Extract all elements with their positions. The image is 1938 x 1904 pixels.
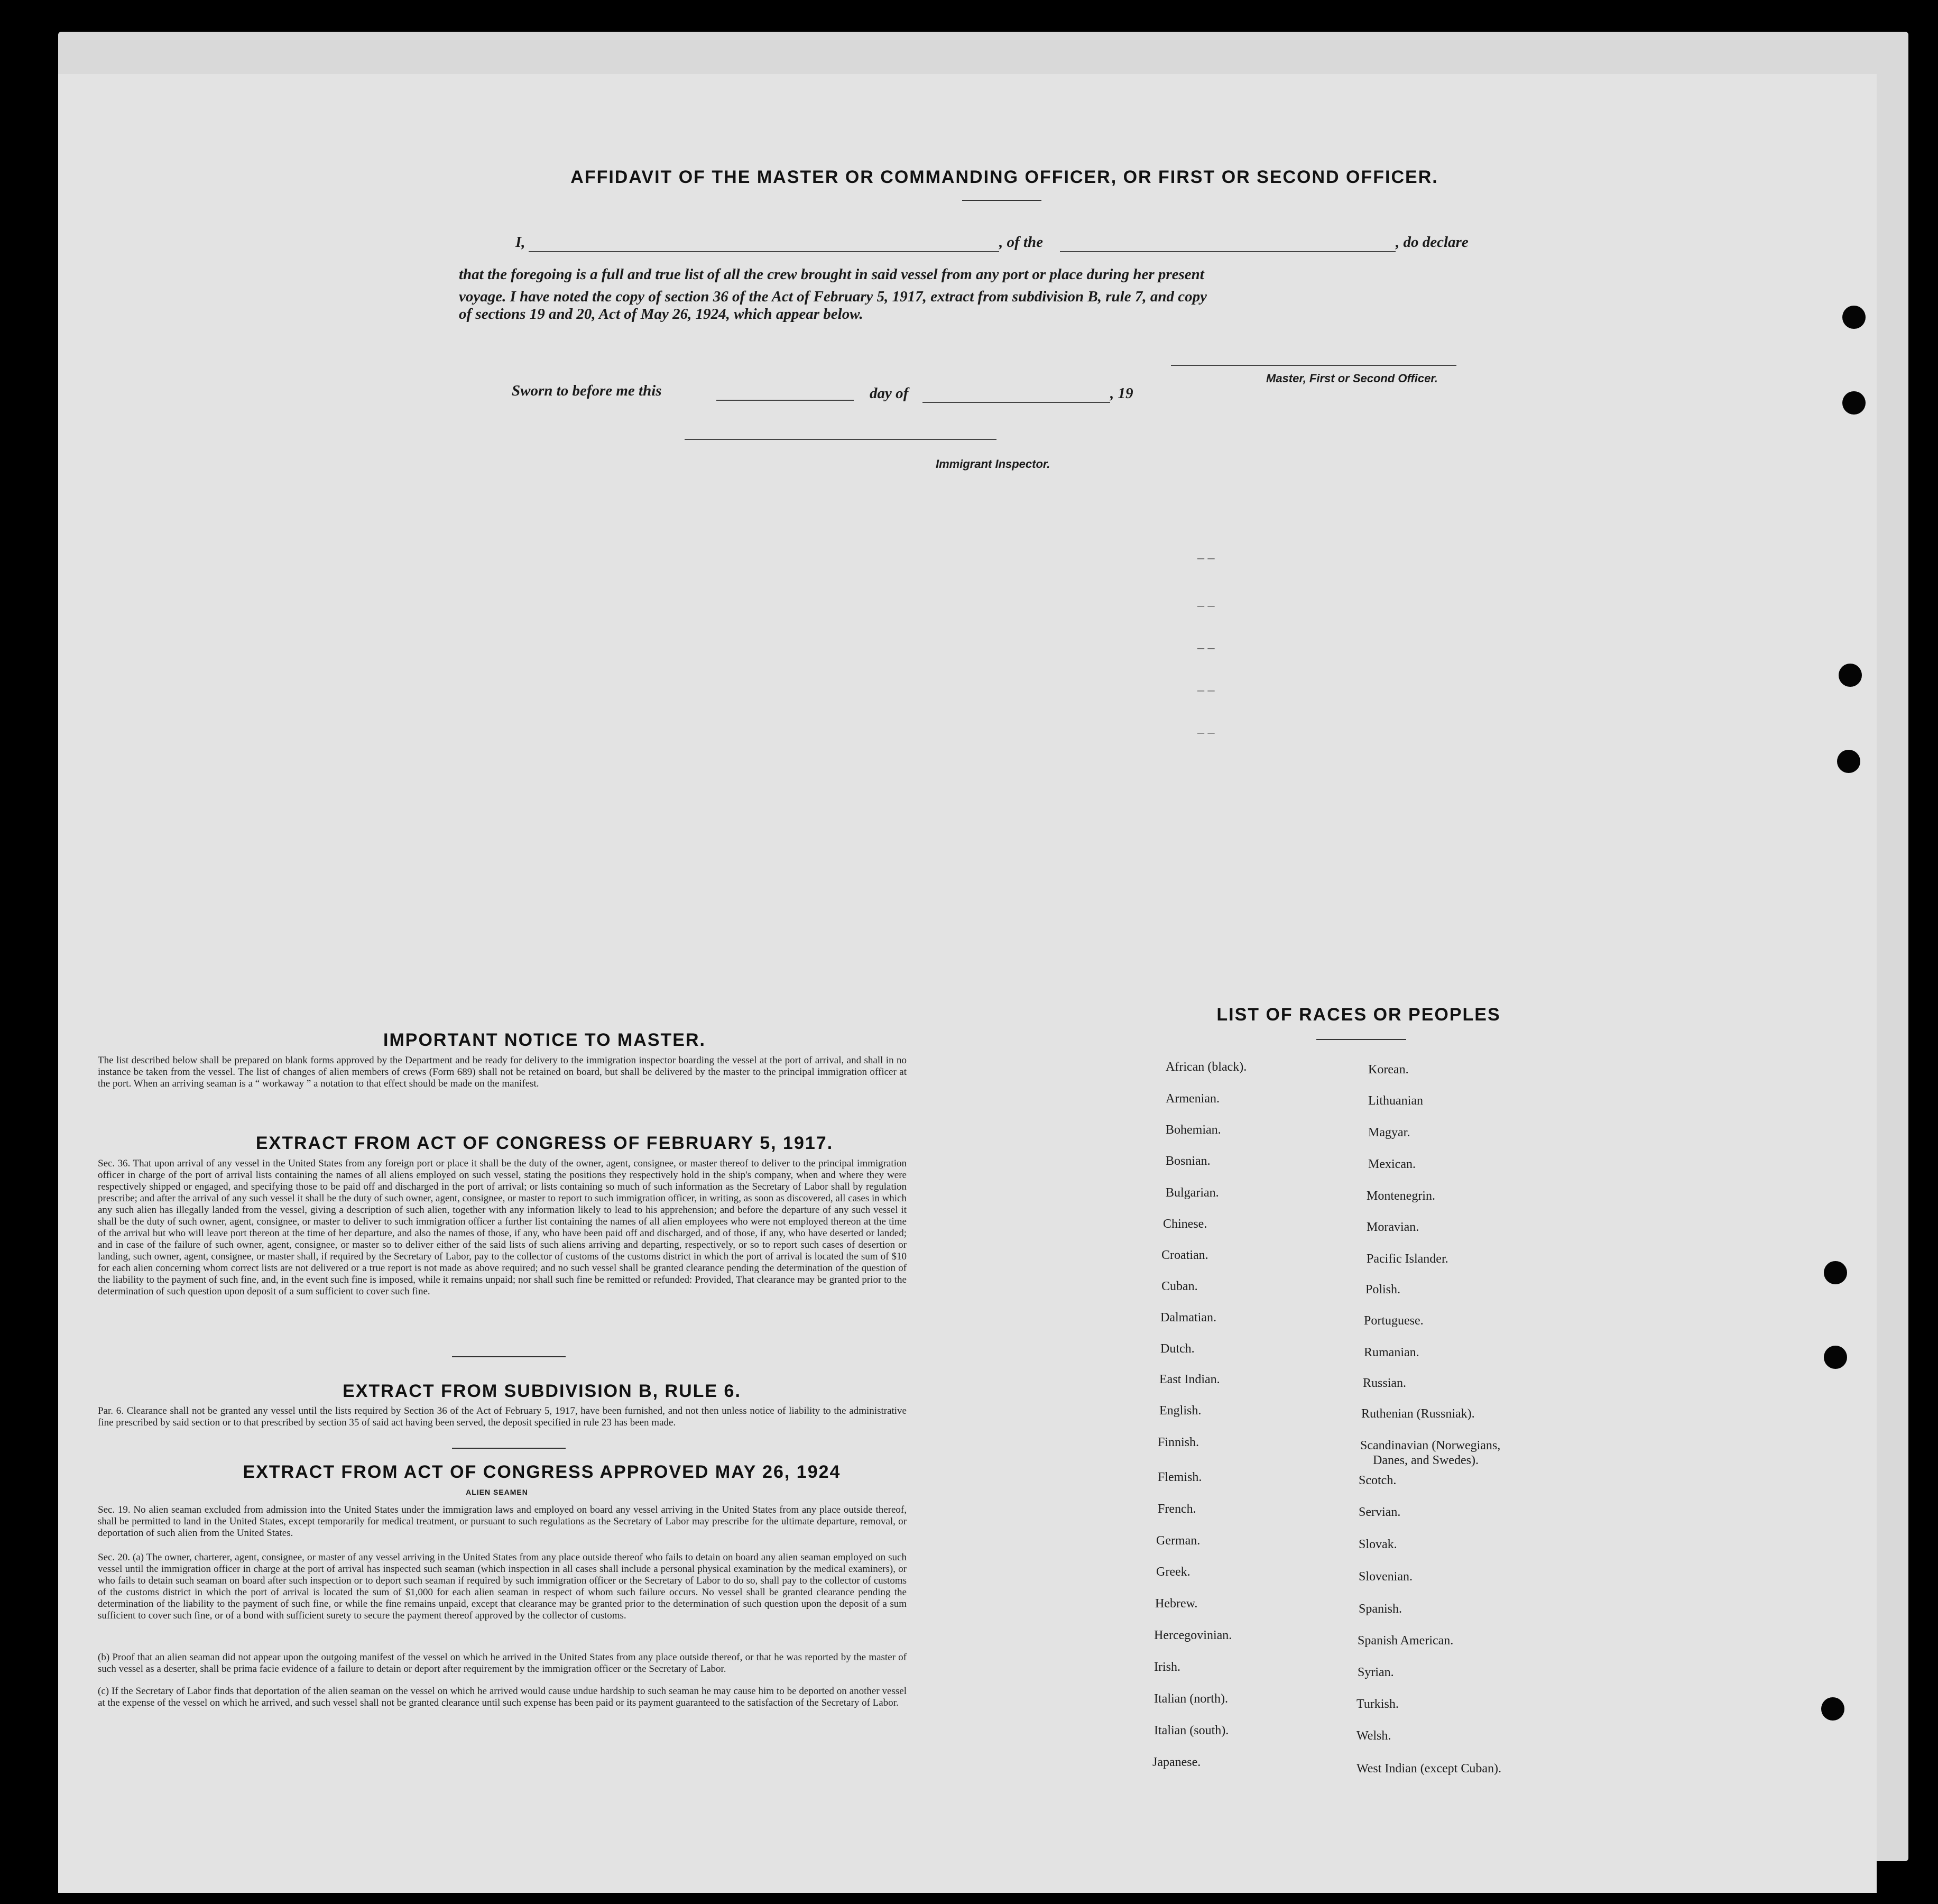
extract-rule6-rule <box>452 1448 566 1449</box>
races-title-rule <box>1316 1039 1406 1040</box>
stray-mark: – – <box>1197 597 1215 613</box>
affidavit-vessel-field[interactable] <box>1060 251 1396 252</box>
race-item: Italian (north). <box>1154 1692 1228 1706</box>
affidavit-body-line-2: voyage. I have noted the copy of section 36 of the Act of February 5, 1917, extract from subdivision B, rule 7, and copy <box>459 288 1207 305</box>
race-item: Welsh. <box>1356 1729 1391 1743</box>
race-item: Irish. <box>1154 1660 1180 1674</box>
race-item: Ruthenian (Russniak). <box>1361 1407 1475 1421</box>
affidavit-body-line-3: of sections 19 and 20, Act of May 26, 1924, which appear below. <box>459 306 863 323</box>
race-item: Japanese. <box>1152 1755 1201 1769</box>
extract-rule6-body: Par. 6. Clearance shall not be granted any vessel until the lists required by Section 36 of the Act of February 5, 1917, have been furnished, and not then unless notice of liability to the administrative fine prescribed by said section or to that prescribed by section 35 of said act having been served, the deposit specified in rule 23 has been made. <box>98 1405 907 1428</box>
race-item: German. <box>1156 1534 1201 1548</box>
affidavit-body-line-1: that the foregoing is a full and true list of all the crew brought in said vessel from any port or place during her present <box>459 266 1204 283</box>
sworn-label: Sworn to before me this <box>512 382 662 399</box>
stray-mark: – – <box>1197 640 1215 655</box>
race-item: Dalmatian. <box>1160 1311 1216 1324</box>
extract-rule6-title: EXTRACT FROM SUBDIVISION B, RULE 6. <box>343 1381 741 1401</box>
extract-1924-sec19: Sec. 19. No alien seaman excluded from admission into the United States under the immigration laws and employed on board any vessel arriving in the United States from any place outside thereof, shall be permitted to land in the United States, except temporarily for medical treatment, or pursuant to such regulations as the Secretary of Labor may prescribe for the ultimate departure, removal, or deportation of such alien from the United States. <box>98 1504 907 1539</box>
race-item: Moravian. <box>1367 1220 1419 1234</box>
affidavit-name-field[interactable] <box>529 251 999 252</box>
race-item: Hebrew. <box>1155 1597 1198 1611</box>
race-item: Bosnian. <box>1166 1154 1211 1168</box>
race-item: Dutch. <box>1160 1342 1195 1356</box>
race-item: Turkish. <box>1356 1697 1399 1711</box>
race-item: Bulgarian. <box>1166 1186 1219 1200</box>
stray-mark: – – <box>1197 724 1215 740</box>
punch-hole <box>1842 306 1866 329</box>
notice-title: IMPORTANT NOTICE TO MASTER. <box>383 1030 706 1050</box>
master-signature-label: Master, First or Second Officer. <box>1266 372 1438 385</box>
race-item: Montenegrin. <box>1367 1189 1435 1203</box>
punch-hole <box>1839 664 1862 687</box>
race-item: Chinese. <box>1163 1217 1207 1231</box>
notice-body: The list described below shall be prepared on blank forms approved by the Department and be ready for delivery to the immigration inspector boarding the vessel at the port of arrival, and shall in no instance be taken from the vessel. The list of changes of alien members of crews (Form 689) shall not be retained on board, but shall be delivered by the master to the principal immigration officer at the port. When an arriving seaman is a “ workaway ” a notation to that effect should be made on the manifest. <box>98 1055 907 1089</box>
day-of-label: day of <box>870 385 909 402</box>
affidavit-do-declare-label: , do declare <box>1396 234 1469 251</box>
race-item: Polish. <box>1365 1283 1401 1296</box>
affidavit-i-label: I, <box>515 234 525 251</box>
extract-1924-title: EXTRACT FROM ACT OF CONGRESS APPROVED MAY 26, 1924 <box>243 1462 841 1482</box>
race-item: French. <box>1158 1502 1196 1516</box>
year-prefix-label: , 19 <box>1110 385 1133 402</box>
race-item: Spanish American. <box>1358 1634 1454 1648</box>
stray-mark: – – <box>1197 682 1215 697</box>
extract-1924-subtitle: ALIEN SEAMEN <box>466 1488 528 1496</box>
punch-hole <box>1824 1346 1847 1369</box>
race-item: West Indian (except Cuban). <box>1356 1762 1501 1776</box>
race-item: Korean. <box>1368 1063 1409 1077</box>
race-item: Syrian. <box>1358 1666 1394 1679</box>
race-item: Slovenian. <box>1359 1570 1413 1584</box>
race-item: Croatian. <box>1161 1248 1208 1262</box>
extract-1924-sec20a: Sec. 20. (a) The owner, charterer, agent, consignee, or master of any vessel arriving in the United States from any place outside thereof who fails to detain on board any alien seaman employed on such vessel until the immigration officer in charge at the port of arrival has inspected such seaman (which inspection in all cases shall include a personal physical examination by the medical examiners), or who fails to detain such seaman on board after such inspection or to deport such seaman if required by such immigration officer or the Secretary of Labor to do so, shall pay to the collector of customs of the customs district in which the port of arrival is located the sum of $1,000 for each alien seaman in respect of whom such failure occurs. No vessel shall be granted clearance pending the determination of the liability to the payment of such fine, or while the fine remains unpaid, except that clearance may be granted prior to the determination of such question upon the deposit of a sum sufficient to cover such fine, or of a bond with sufficient surety to secure the payment thereof approved by the collector of customs. <box>98 1552 907 1621</box>
races-title: LIST OF RACES OR PEOPLES <box>1216 1005 1501 1025</box>
race-item: Russian. <box>1363 1376 1407 1390</box>
race-item: Bohemian. <box>1166 1123 1221 1137</box>
extract-1917-rule <box>452 1356 566 1357</box>
inspector-label: Immigrant Inspector. <box>936 457 1050 471</box>
race-item: Hercegovinian. <box>1154 1629 1232 1642</box>
inspector-signature-field[interactable] <box>685 439 996 440</box>
race-item: East Indian. <box>1159 1373 1220 1386</box>
race-item: English. <box>1159 1404 1202 1418</box>
sworn-month-field[interactable] <box>922 402 1110 403</box>
race-item: Slovak. <box>1359 1538 1397 1551</box>
race-item: Spanish. <box>1359 1602 1402 1616</box>
sworn-day-field[interactable] <box>716 400 854 401</box>
race-item: Lithuanian <box>1368 1094 1423 1108</box>
race-item: Servian. <box>1359 1505 1401 1519</box>
extract-1924-sec20b: (b) Proof that an alien seaman did not appear upon the outgoing manifest of the vessel on which he arrived in the United States from any place outside thereof, or that he was reported by the master of such vessel as a deserter, shall be prima facie evidence of a failure to detain or deport after requirement by the immigration officer or the Secretary of Labor. <box>98 1652 907 1675</box>
punch-hole <box>1824 1261 1847 1284</box>
punch-hole <box>1821 1697 1844 1721</box>
affidavit-of-the-label: , of the <box>999 234 1043 251</box>
race-item: African (black). <box>1166 1060 1247 1074</box>
race-item: Portuguese. <box>1364 1314 1424 1328</box>
race-item: Italian (south). <box>1154 1724 1229 1737</box>
race-item: Armenian. <box>1166 1092 1220 1106</box>
affidavit-title: AFFIDAVIT OF THE MASTER OR COMMANDING OFFICER, OR FIRST OR SECOND OFFICER. <box>570 167 1438 187</box>
affidavit-title-rule <box>962 200 1041 201</box>
race-item: Scotch. <box>1359 1474 1397 1487</box>
race-item: Scandinavian (Norwegians, Danes, and Swedes). <box>1360 1439 1501 1467</box>
punch-hole <box>1837 750 1860 773</box>
extract-1917-body: Sec. 36. That upon arrival of any vessel in the United States from any foreign port or place it shall be the duty of the owner, agent, consignee, or master thereof to deliver to the principal immigration officer in charge of the port of arrival lists containing the names of all aliens employed on such vessel, stating the positions they respectively hold in the ship's company, when and where they were respectively shipped or engaged, and specifying those to be paid off and discharged in the port of arrival; or lists containing so much of such information as the Secretary of Labor shall by regulation prescribe; and after the arrival of any such vessel it shall be the duty of such owner, agent, consignee, or master to report to such immigration officer, in writing, as soon as discovered, all cases in which any such alien has illegally landed from the vessel, giving a description of such alien, together with any information likely to lead to his apprehension; and before the departure of any such vessel it shall be the duty of such owner, agent, consignee, or master to deliver to such immigration officer a further list containing the names of all alien employees who were not employed thereon at the time of the arrival but who will leave port thereon at the time of her departure, and also the names of those, if any, who have been paid off and discharged, and of those, if any, who have deserted or landed; and in case of the failure of such owner, agent, consignee, or master so to deliver either of the said lists of such aliens arriving and departing, respectively, or so to report such cases of desertion or landing, such owner, agent, consignee, or master shall, if required by the Secretary of Labor, pay to the collector of customs of the customs district in which the port of arrival is located the sum of $10 for each alien concerning whom correct lists are not delivered or a true report is not made as above required; and no such vessel shall be granted clearance pending the determination of the question of the liability to the payment of such fine, and, in the event such fine is imposed, while it remains unpaid; nor shall such fine be remitted or refunded: Provided, That clearance may be granted prior to the determination of such question upon deposit of a sum sufficient to cover such fine. <box>98 1158 907 1297</box>
master-signature-field[interactable] <box>1171 365 1456 366</box>
race-item: Mexican. <box>1368 1157 1416 1171</box>
race-item: Rumanian. <box>1364 1346 1419 1359</box>
punch-hole <box>1842 391 1866 415</box>
race-item: Flemish. <box>1158 1470 1202 1484</box>
race-item: Pacific Islander. <box>1367 1252 1448 1266</box>
race-item: Cuban. <box>1161 1280 1198 1293</box>
stray-mark: – – <box>1197 550 1215 565</box>
race-item: Magyar. <box>1368 1126 1410 1139</box>
race-item: Greek. <box>1156 1565 1191 1579</box>
race-item: Finnish. <box>1158 1436 1199 1449</box>
extract-1924-sec20c: (c) If the Secretary of Labor finds that deportation of the alien seaman on the vessel on which he arrived would cause undue hardship to such seaman he may cause him to be deported on another vessel at the expense of the vessel on which he arrived, and such vessel shall not be granted clearance until such expense has been paid or its payment guaranteed to the satisfaction of the Secretary of Labor. <box>98 1686 907 1708</box>
extract-1917-title: EXTRACT FROM ACT OF CONGRESS OF FEBRUARY 5, 1917. <box>255 1133 834 1153</box>
